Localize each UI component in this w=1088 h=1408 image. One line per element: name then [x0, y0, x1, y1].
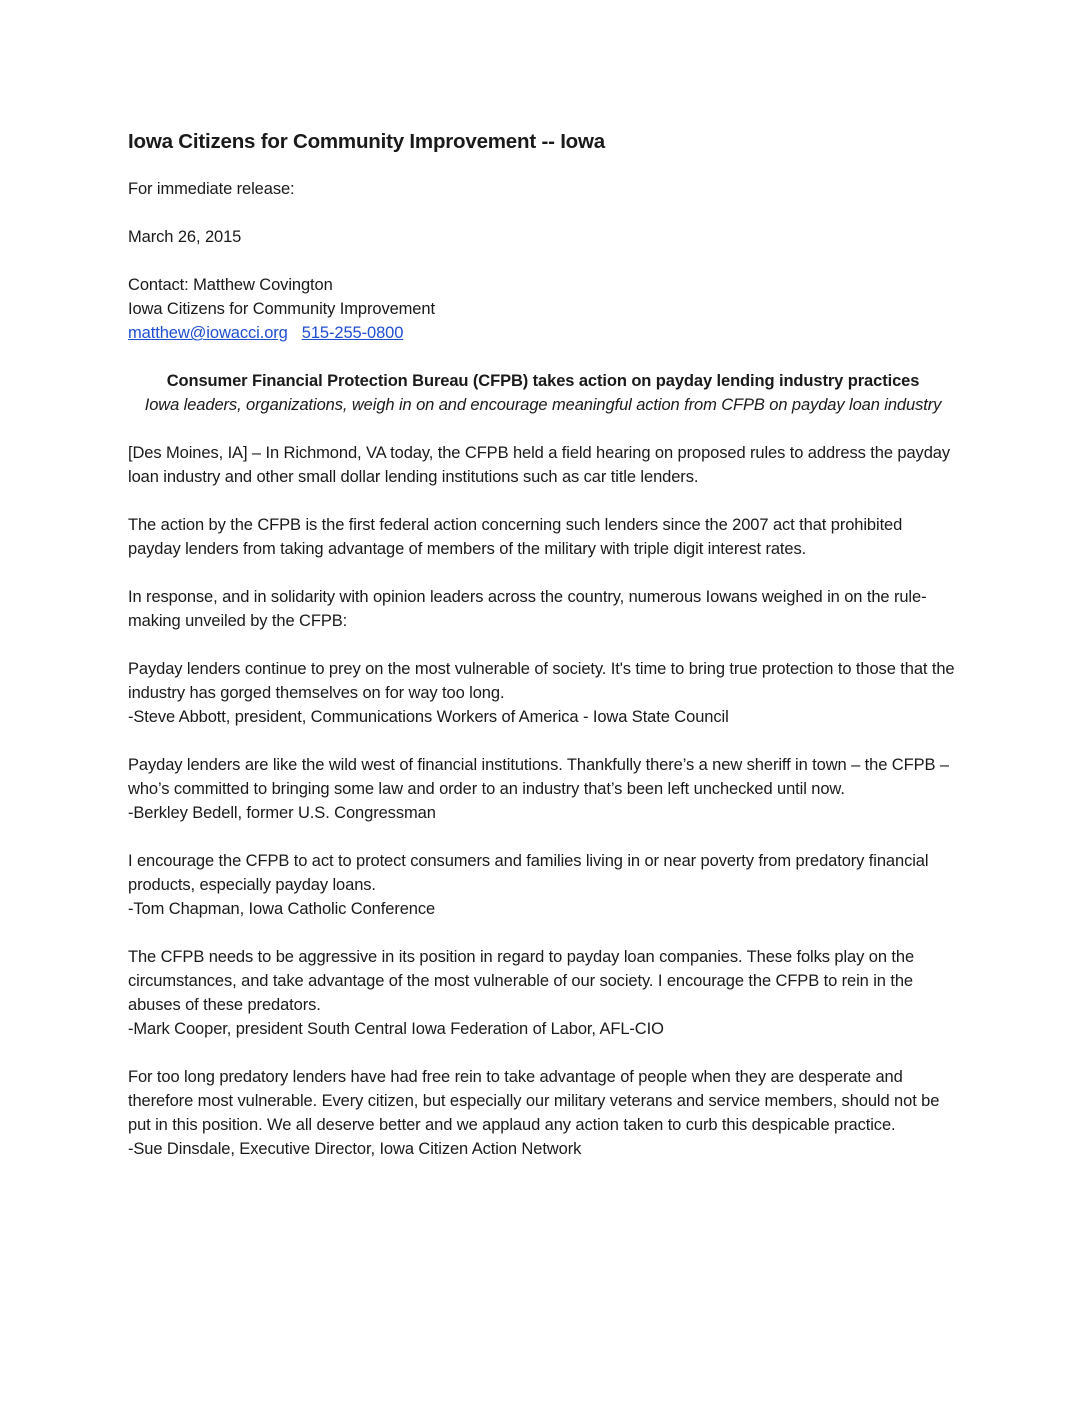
page-title: Iowa Citizens for Community Improvement -- Iowa [128, 130, 605, 153]
headline-block [128, 369, 958, 417]
quote-text: Payday lenders are like the wild west of financial institutions. Thankfully there’s a new sheriff in town – the CFPB – who’s committed to bringing some law and order to an industry that’s been left unchecked until now. [128, 756, 949, 798]
body-paragraph: In response, and in solidarity with opinion leaders across the country, numerous Iowans weighed in on the rule-making unveiled by the CFPB: [128, 588, 927, 630]
contact-links [128, 321, 958, 345]
quote-block [128, 1065, 958, 1161]
release-label: For immediate release: [128, 180, 295, 198]
contact-organization: Iowa Citizens for Community Improvement [128, 300, 435, 318]
press-release-page [128, 128, 958, 1185]
contact-name: Contact: Matthew Covington [128, 276, 333, 294]
body-paragraph: [Des Moines, IA] – In Richmond, VA today, the CFPB held a field hearing on proposed rules to address the payday loan industry and other small dollar lending institutions such as car title lenders. [128, 444, 951, 486]
quote-text: For too long predatory lenders have had free rein to take advantage of people when they are desperate and therefore most vulnerable. Every citizen, but especially our military veterans and service members, should not be put in this position. We all deserve better and we applaud any action taken to curb this despicable practice. [128, 1068, 940, 1134]
quote-block [128, 945, 958, 1041]
quote-attribution: -Mark Cooper, president South Central Iowa Federation of Labor, AFL-CIO [128, 1020, 664, 1038]
quote-attribution: -Sue Dinsdale, Executive Director, Iowa Citizen Action Network [128, 1140, 582, 1158]
headline-subtitle: Iowa leaders, organizations, weigh in on and encourage meaningful action from CFPB on payday loan industry [144, 396, 942, 414]
release-date: March 26, 2015 [128, 228, 242, 246]
quote-block [128, 657, 958, 729]
quote-block [128, 753, 958, 825]
quote-attribution: -Steve Abbott, president, Communications Workers of America - Iowa State Council [128, 708, 729, 726]
headline-main: Consumer Financial Protection Bureau (CFPB) takes action on payday lending industry practices [166, 372, 920, 390]
quote-text: The CFPB needs to be aggressive in its position in regard to payday loan companies. These folks play on the circumstances, and take advantage of the most vulnerable of our society. I encourage the CFPB to rein in the abuses of these predators. [128, 948, 915, 1014]
contact-phone-link[interactable]: 515-255-0800 [301, 324, 404, 342]
contact-block [128, 273, 958, 345]
quote-text: Payday lenders continue to prey on the most vulnerable of society. It's time to bring true protection to those that the industry has gorged themselves on for way too long. [128, 660, 955, 702]
contact-email-link[interactable]: matthew@iowacci.org [128, 324, 288, 342]
quote-attribution: -Berkley Bedell, former U.S. Congressman [128, 804, 436, 822]
quote-block [128, 849, 958, 921]
quote-text: I encourage the CFPB to act to protect consumers and families living in or near poverty from predatory financial products, especially payday loans. [128, 852, 929, 894]
body-paragraph: The action by the CFPB is the first federal action concerning such lenders since the 2007 act that prohibited payday lenders from taking advantage of members of the military with triple digit interest rates. [128, 516, 903, 558]
quote-attribution: -Tom Chapman, Iowa Catholic Conference [128, 900, 436, 918]
